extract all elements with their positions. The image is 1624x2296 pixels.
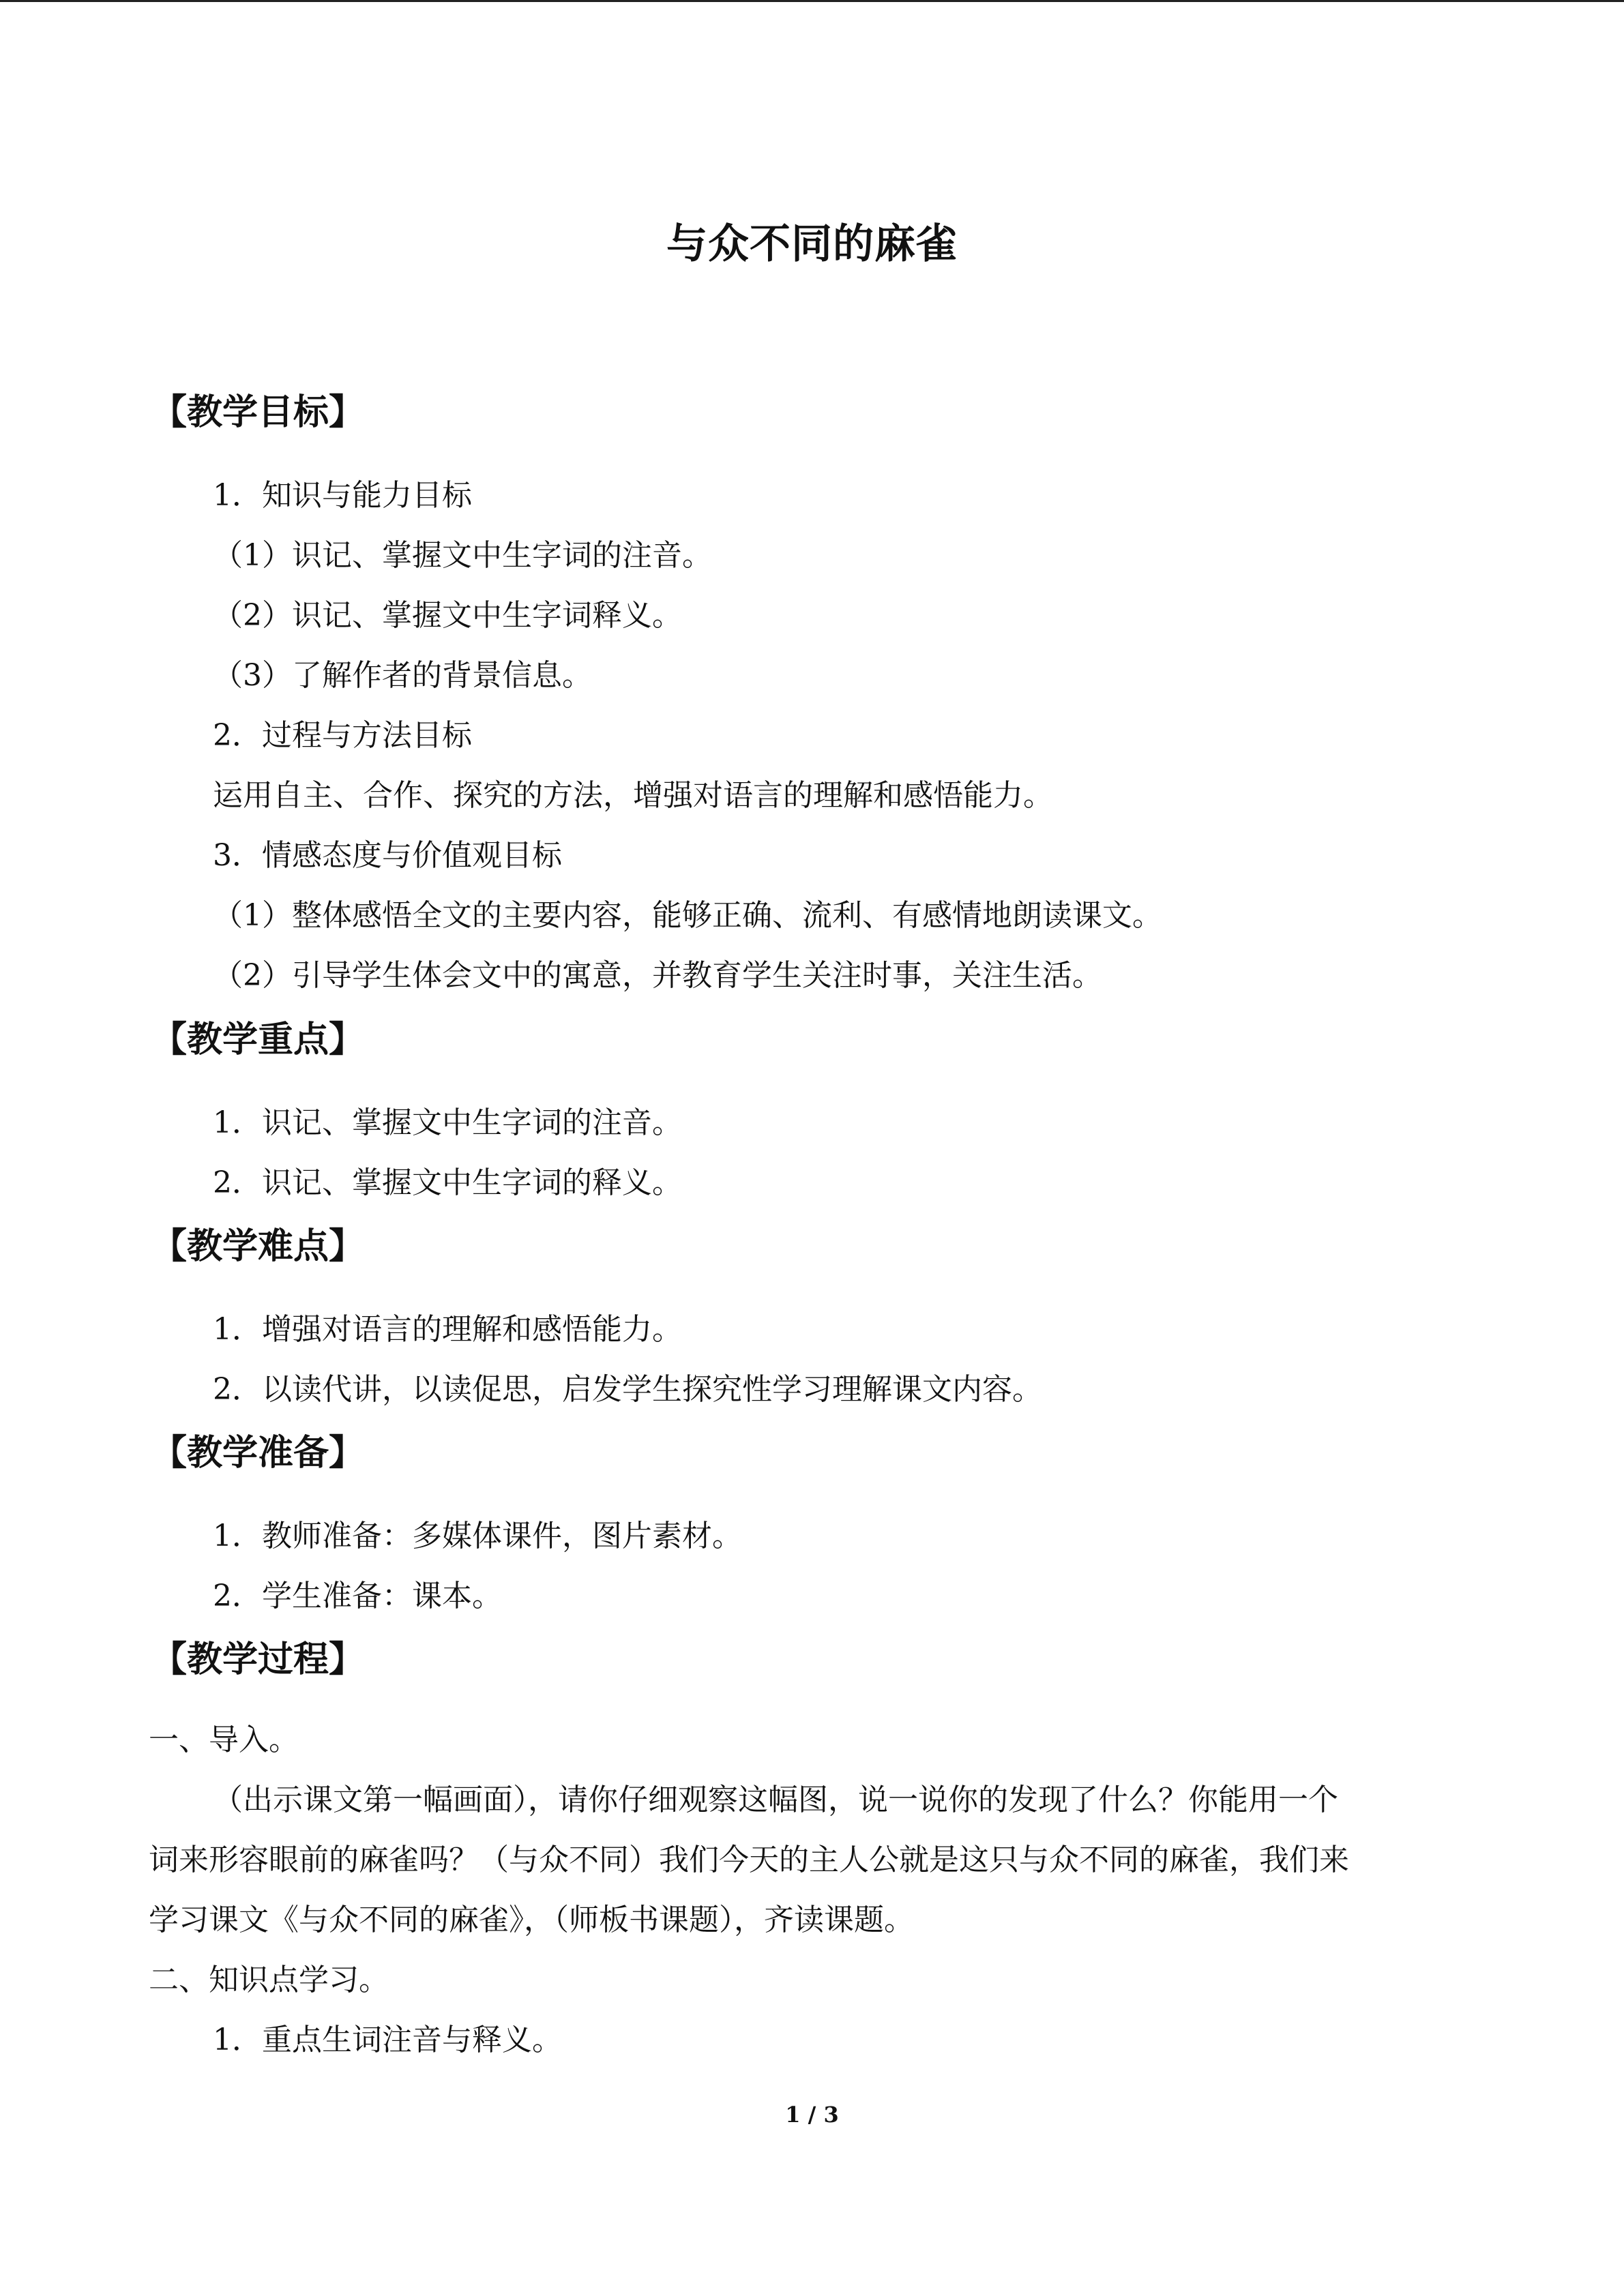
document-title: 与众不同的麻雀 bbox=[666, 220, 958, 268]
key-point-line: 1．识记、掌握文中生字词的注音。 bbox=[213, 1105, 682, 1140]
objective-line: 运用自主、合作、探究的方法，增强对语言的理解和感悟能力。 bbox=[213, 778, 1053, 813]
objective-line: （2）识记、掌握文中生字词释义。 bbox=[213, 598, 682, 633]
process-paragraph-line: 学习课文《与众不同的麻雀》，（师板书课题），齐读课题。 bbox=[149, 1903, 914, 1937]
objective-line: （3）了解作者的背景信息。 bbox=[213, 658, 592, 693]
objective-line: 2．过程与方法目标 bbox=[213, 718, 472, 753]
preparation-line: 2．学生准备：课本。 bbox=[213, 1579, 502, 1613]
heading-preparation: 【教学准备】 bbox=[151, 1433, 365, 1474]
objective-line: （2）引导学生体会文中的寓意，并教育学生关注时事，关注生活。 bbox=[213, 958, 1102, 993]
key-point-line: 2．识记、掌握文中生字词的释义。 bbox=[213, 1165, 682, 1200]
heading-process: 【教学过程】 bbox=[151, 1639, 365, 1680]
difficulty-line: 1．增强对语言的理解和感悟能力。 bbox=[213, 1312, 682, 1347]
page-number: 1 / 3 bbox=[785, 2102, 839, 2128]
heading-objectives: 【教学目标】 bbox=[151, 392, 365, 433]
process-paragraph-line: 词来形容眼前的麻雀吗？（与众不同）我们今天的主人公就是这只与众不同的麻雀，我们来 bbox=[149, 1843, 1349, 1877]
process-step-knowledge: 二、知识点学习。 bbox=[149, 1963, 389, 1997]
objective-line: （1）识记、掌握文中生字词的注音。 bbox=[213, 538, 712, 573]
process-step-intro: 一、导入。 bbox=[149, 1723, 299, 1757]
process-paragraph-line: （出示课文第一幅画面），请你仔细观察这幅图，说一说你的发现了什么？你能用一个 bbox=[213, 1783, 1338, 1817]
objective-line: 1．知识与能力目标 bbox=[213, 478, 472, 513]
heading-difficulties: 【教学难点】 bbox=[151, 1226, 365, 1267]
objective-line: 3．情感态度与价值观目标 bbox=[213, 838, 562, 873]
objective-line: （1）整体感悟全文的主要内容，能够正确、流利、有感情地朗读课文。 bbox=[213, 898, 1162, 933]
difficulty-line: 2．以读代讲，以读促思，启发学生探究性学习理解课文内容。 bbox=[213, 1372, 1042, 1407]
heading-key-points: 【教学重点】 bbox=[151, 1019, 365, 1060]
process-substep: 1．重点生词注音与释义。 bbox=[213, 2023, 562, 2057]
preparation-line: 1．教师准备：多媒体课件，图片素材。 bbox=[213, 1519, 742, 1553]
